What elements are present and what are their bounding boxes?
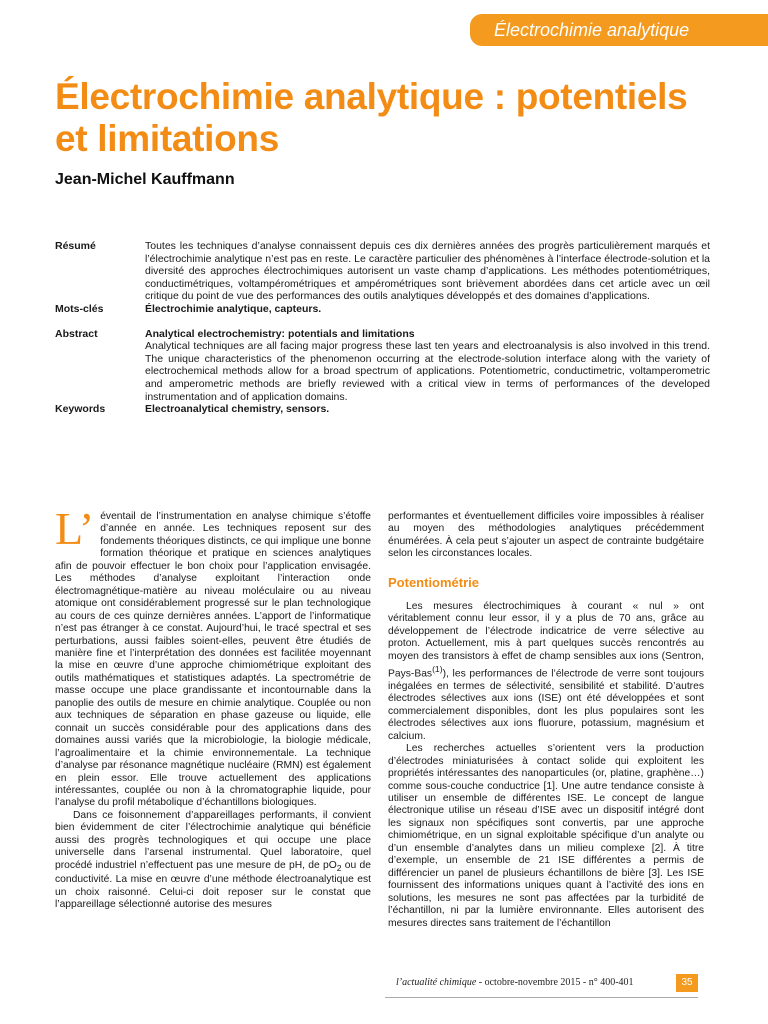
motscles-label: Mots-clés (55, 302, 104, 315)
abstract-text: Analytical techniques are all facing major progress these last ten years and electroanalysis is also involved in this trend. The unique characteristics of the phenomenon occurring at the electrode-solution interface along with the variety of electrochemical methods allow for a broad spectrum of applications. Potentiometric, conductimetric, voltamperometric and amperometric methods are briefly reviewed with a critical view in terms of performances of the developed instrumentation and of application domains. (145, 340, 710, 403)
abstract-content (145, 328, 710, 404)
superscript: (1) (432, 664, 443, 675)
section-header-tab: Électrochimie analytique (470, 14, 768, 46)
paragraph (55, 503, 371, 810)
journal-name: l’actualité chimique (396, 977, 477, 988)
article-title: Électrochimie analytique : potentiels et limitations (55, 76, 688, 159)
motscles-text: Électrochimie analytique, capteurs. (145, 302, 322, 315)
paragraph (55, 810, 371, 912)
paragraph-text: ou de conductivité. La mise en œuvre d’une méthode électroanalytique est un choix raisonné. Celui-ci doit reposer sur le constat que l’appareillage sélectionné autorise des mesures (55, 859, 371, 911)
footer-journal (396, 977, 634, 988)
page-number: 35 (676, 974, 698, 992)
keywords-row (55, 403, 710, 416)
footer-rule (385, 997, 698, 998)
paragraph-text: éventail de l’instrumentation en analyse chimique s’étoffe d’année en année. Les techniques reposent sur des fondements théoriques distincts, ce qui implique une bonne formation théorique et pratique en sciences analytiques afin de pouvoir effectuer le bon choix pour l’application envisagée. Les méthodes d’analyse exploitant l’interaction onde électromagnétique-matière au niveau moléculaire ou au niveau atomique ont considérablement progressé sur le plan technologique au cours de ces quinze dernières années. L’apport de l’informatique n’est pas étranger à ce constat. Aujourd’hui, le tracé spectral et ses perturbations, aussi faibles soient-elles, peuvent être étudiés de manière fine et l’interprétation des données est facilitée moyennant la mise en œuvre d’une approche chimiométrique exploitant des outils mathématiques et statistiques adaptés. La spectrométrie de masse occupe une place grandissante et incontournable dans la panoplie des outils de mesure en chimie analytique. Couplée ou non aux techniques de séparation en phase gazeuse ou liquide, elle connait un succès considérable pour des applications dans des domaines aussi variés que la microbiologie, la biologie médicale, l’agroalimentaire et la chimie environnementale. La technique d’analyse par résonance magnétique nucléaire (RMN) est également en plein essor. Elle trouve actuellement des applications intéressantes, couplée ou non à la chromatographie liquide, pour l’analyse du profil métabolique d’échantillons biologiques. (55, 511, 371, 809)
resume-label: Résumé (55, 240, 96, 252)
journal-issue: - octobre-novembre 2015 - n° 400-401 (476, 977, 634, 988)
keywords-text: Electroanalytical chemistry, sensors. (145, 403, 330, 416)
subscript: 2 (336, 862, 342, 873)
resume-row (55, 240, 710, 303)
abstract-title: Analytical electrochemistry: potentials and limitations (145, 327, 415, 340)
body-column-right (388, 511, 704, 930)
body-column-left (55, 503, 371, 912)
motscles-row (55, 303, 710, 316)
author-name: Jean-Michel Kauffmann (55, 171, 235, 188)
abstract-label: Abstract (55, 327, 98, 340)
paragraph: Les recherches actuelles s’orientent vers la production d’électrodes miniaturisées à contact solide qui exploitent les propriétés intéressantes des nanoparticules (or, platine, graphène…) comme sous-couche conductrice [1]. Une autre tendance consiste à utiliser un ensemble de différentes ISE. Le concept de langue électronique utilise un réseau d’ISE avec un dispositif intégré dont les signaux non spécifiques sont convertis, par une approche chimiométrique, en un signal exploitable spécifique d’un analyte ou d’un ensemble d’analytes dans un milieu complexe [2]. À titre d’exemple, un ensemble de 21 ISE différentes a permis de différencier un panel de plusieurs échantillons de bière [3]. Les ISE fournissent des informations uniques quant à l’activité des ions en solutions, les mesures ne sont pas affectées par la turbidité de l’échantillon, ni par la lumière environnante. Elles autorisent des mesures directes sans traitement de l’échantillon (388, 743, 704, 929)
drop-cap: L’ (55, 503, 95, 554)
keywords-label: Keywords (55, 403, 106, 416)
section-heading: Potentiométrie (388, 574, 480, 590)
paragraph-text: Les mesures électrochimiques à courant « nul » ont véritablement connu leur essor, il y a plus de 70 ans, grâce au développement de l’électrode indicatrice de verre sélective au proton. Actuellement, mis à part quelques succès rencontrés au moyen des transistors à effet de champ sensibles aux ions (Sentron, Pays-Bas (388, 600, 704, 680)
abstract-row (55, 328, 710, 404)
paragraph-text: Dans ce foisonnement d’appareillages performants, il convient bien évidemment de citer l’électrochimie analytique qui bénéficie aussi des progrès technologiques et qui occupe une place universelle dans l’arsenal instrumental. Quel laboratoire, quel procédé industriel n’effectuent pas une mesure de pH, de pO (55, 809, 371, 871)
paragraph: performantes et éventuellement difficiles voire impossibles à réaliser au moyen des méthodologies analytiques précédemment énumérées. À cela peut s’ajouter un aspect de contrainte budgétaire selon les circonstances locales. (388, 511, 704, 560)
abstract-block (55, 240, 710, 416)
paragraph-text: ), les performances de l’électrode de verre sont toujours inégalées en termes de sélectivité, sensibilité et stabilité. D’autres électrodes sélectives aux ions (ISE) ont été développées et sont commercialement disponibles, dont les plus populaires sont les électrodes sélectives aux ions fluorure, potassium, magnésium et calcium. (388, 668, 704, 742)
paragraph (388, 601, 704, 743)
resume-text: Toutes les techniques d’analyse connaissent depuis ces dix dernières années des progrès particulièrement marqués et l’électrochimie analytique n’est pas en reste. Le caractère particulier des phénomènes à l’interface électrode-solution et la diversité des approches électrochimiques autorisent un vaste champ d’applications. Les méthodes potentiométriques, conductimétriques, voltampérométriques et ampérométriques sont brièvement abordées dans cet article avec un œil critique du point de vue des performances des outils analytiques développés et des domaines d’applications. (145, 240, 710, 303)
